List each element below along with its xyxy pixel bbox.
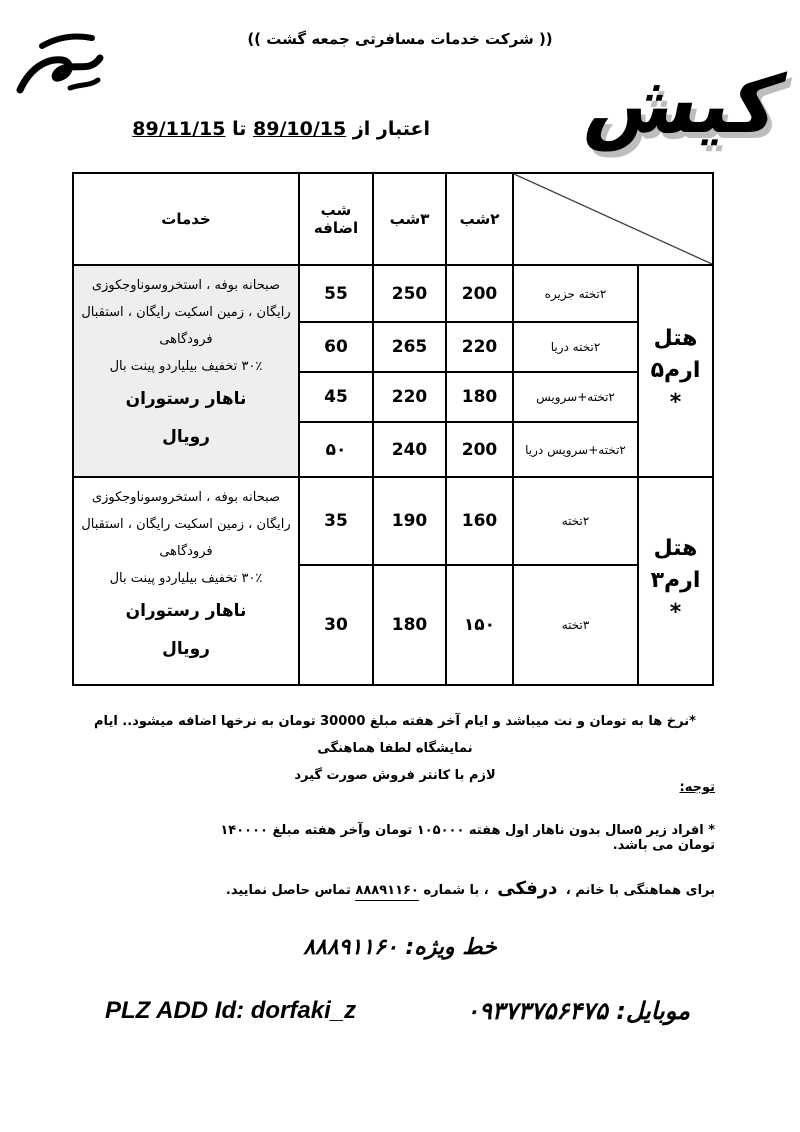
table-header-row xyxy=(73,173,713,265)
attention-title: توجه: xyxy=(679,780,715,795)
room-type: ۲تخته دریا xyxy=(513,322,638,372)
header-services: خدمات xyxy=(73,173,299,265)
service-line: رایگان ، زمین اسکیت رایگان ، استقبال xyxy=(81,305,291,320)
service-line: ۳۰٪ تخفیف بیلیاردو پینت بال xyxy=(109,571,263,586)
price-3nights: 180 xyxy=(373,565,446,685)
price-2nights: 220 xyxy=(446,322,513,372)
price-extra-night: ۵۰ xyxy=(299,422,373,477)
price-2nights: 200 xyxy=(446,422,513,477)
contact-phone: ۸۸۸۹۱۱۶۰ xyxy=(355,883,418,901)
price-extra-night: 55 xyxy=(299,265,373,322)
price-extra-night: 30 xyxy=(299,565,373,685)
service-line: صبحانه بوفه ، استخروسوناوجکوزی xyxy=(91,278,281,293)
plz-add-id: PLZ ADD Id: dorfaki_z xyxy=(105,997,357,1024)
price-table xyxy=(72,172,714,686)
header-extra-night: شب اضافه xyxy=(299,173,373,265)
price-note-line: *نرخ ها به تومان و نت میباشد و ایام آخر هفته مبلغ 30000 تومان به نرخها اضافه میشود.. ایام نمایشگاه لطفا هماهنگی xyxy=(94,714,696,756)
header-diagonal-cell xyxy=(513,173,713,265)
contact-suffix: تماس حاصل نمایید. xyxy=(225,883,351,898)
service-line: صبحانه بوفه ، استخروسوناوجکوزی xyxy=(91,490,281,505)
hotel-label: هتل xyxy=(653,326,698,352)
hotline: خط ویژه: ۸۸۸۹۱۱۶۰ xyxy=(303,935,497,960)
contact-prefix: برای هماهنگی با خانم ، xyxy=(565,883,715,898)
service-line: فرودگاهی xyxy=(159,544,213,559)
table-row xyxy=(73,477,713,565)
price-note xyxy=(70,708,720,789)
service-line: ناهار رستوران xyxy=(125,389,247,409)
price-2nights: 160 xyxy=(446,477,513,565)
contact-name: درفکی xyxy=(497,878,558,899)
service-line: ناهار رستوران xyxy=(125,601,247,621)
price-extra-night: 60 xyxy=(299,322,373,372)
table-row xyxy=(73,265,713,322)
room-type: ۲تخته xyxy=(513,477,638,565)
attention-body: * افراد زیر ۵سال بدون ناهار اول هفته ۱۰۵۰۰۰ تومان وآخر هفته مبلغ ۱۴۰۰۰۰ تومان می باشد. xyxy=(220,823,715,853)
price-note-line: لازم با کانتر فروش صورت گیرد xyxy=(294,768,496,783)
header-3nights: ۳شب xyxy=(373,173,446,265)
room-type: ۲تخته+سرویس دریا xyxy=(513,422,638,477)
price-2nights: ۱۵۰ xyxy=(446,565,513,685)
services-cell xyxy=(73,265,299,477)
service-line: رویال xyxy=(162,427,210,447)
price-2nights: 180 xyxy=(446,372,513,422)
hotel-label: هتل xyxy=(653,536,698,562)
room-type: ۲تخته+سرویس xyxy=(513,372,638,422)
service-line: فرودگاهی xyxy=(159,332,213,347)
price-3nights: 250 xyxy=(373,265,446,322)
hotel-name: ارم۵ xyxy=(650,358,701,384)
hotel-name: ارم۳ xyxy=(650,568,701,594)
company-logo xyxy=(12,28,107,98)
service-line: رایگان ، زمین اسکیت رایگان ، استقبال xyxy=(81,517,291,532)
hotel-name-eram3 xyxy=(638,477,713,685)
validity-to-label: تا xyxy=(232,118,247,140)
service-line: رویال xyxy=(162,639,210,659)
destination-wrap xyxy=(440,55,790,165)
company-name: (( شرکت خدمات مسافرتی جمعه گشت )) xyxy=(247,30,553,48)
room-type: ۲تخته جزیره xyxy=(513,265,638,322)
service-line: ۳۰٪ تخفیف بیلیاردو پینت بال xyxy=(109,359,263,374)
room-type: ۳تخته xyxy=(513,565,638,685)
mobile-number: موبایل: ۰۹۳۷۳۷۵۶۴۷۵ xyxy=(466,997,690,1025)
services-cell xyxy=(73,477,299,685)
hotel-name-eram5 xyxy=(638,265,713,477)
contact-line xyxy=(200,878,715,899)
price-3nights: 265 xyxy=(373,322,446,372)
validity-line xyxy=(120,118,430,140)
price-extra-night: 45 xyxy=(299,372,373,422)
price-3nights: 220 xyxy=(373,372,446,422)
price-extra-night: 35 xyxy=(299,477,373,565)
star-icon: * xyxy=(669,389,682,415)
contact-mid: ، با شماره xyxy=(423,883,489,898)
validity-from: 89/10/15 xyxy=(253,118,347,140)
price-2nights: 200 xyxy=(446,265,513,322)
validity-label: اعتبار از xyxy=(352,118,430,140)
validity-to: 89/11/15 xyxy=(132,118,226,140)
destination-title: کیش xyxy=(577,58,790,151)
header-2nights: ۲شب xyxy=(446,173,513,265)
price-3nights: 190 xyxy=(373,477,446,565)
star-icon: * xyxy=(669,599,682,625)
price-3nights: 240 xyxy=(373,422,446,477)
